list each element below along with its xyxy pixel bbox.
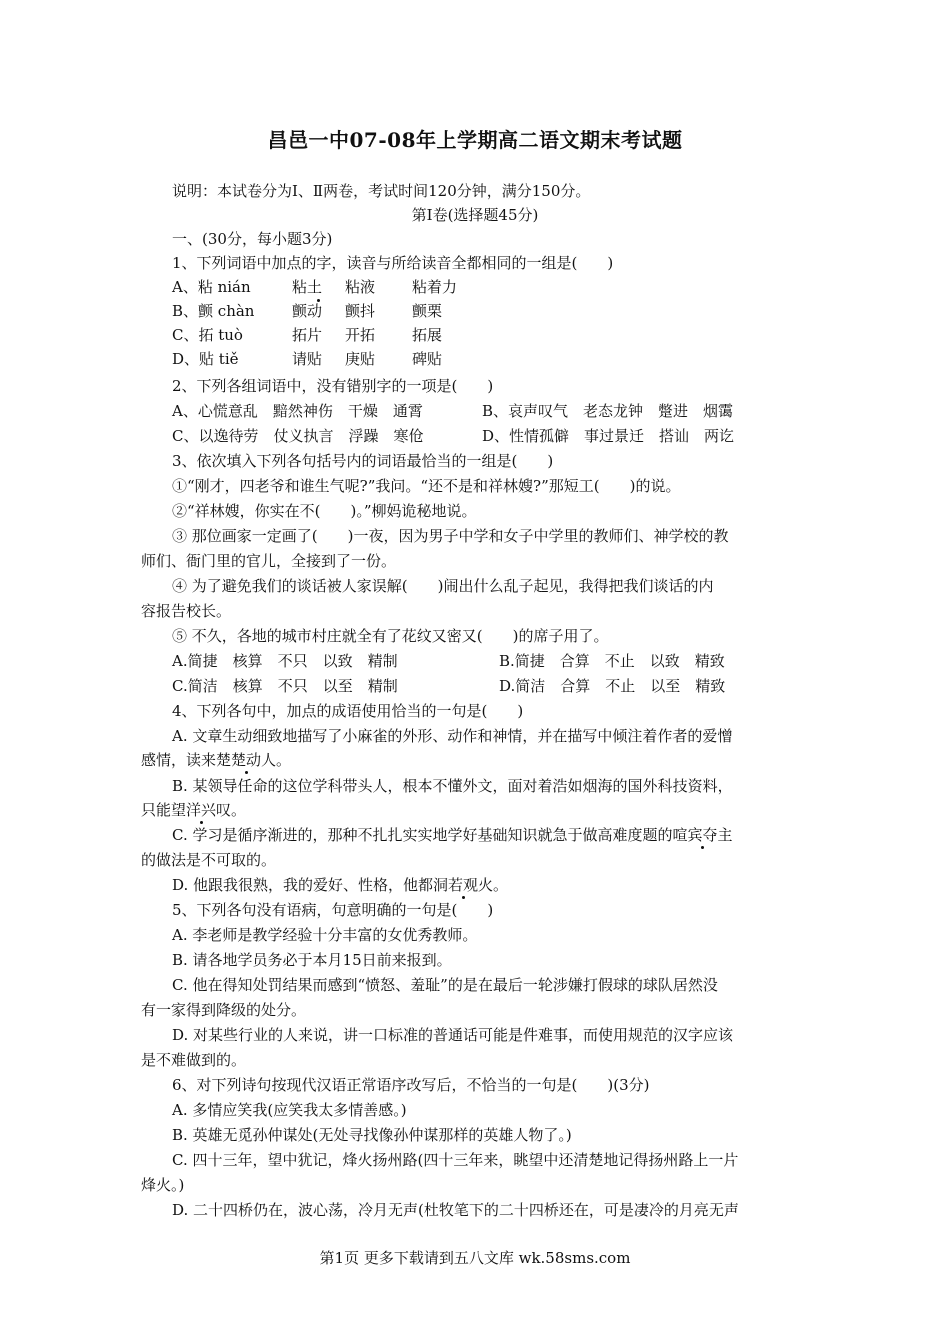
page-title: 昌邑一中07-08年上学期高二语文期末考试题 xyxy=(267,128,683,152)
part-heading: 第Ⅰ卷(选择题45分) xyxy=(411,206,539,224)
idiom: 喧宾夺主 xyxy=(672,826,733,844)
option-word: 庚贴 xyxy=(345,350,376,368)
q3-sentence-4: ④ 为了避免我们的谈话被人家误解( )闹出什么乱子起见，我得把我们谈话的内 xyxy=(172,577,714,595)
q3-sentence-3-cont: 师们、衙门里的官儿，全接到了一份。 xyxy=(141,552,397,570)
option-word: 粘液 xyxy=(345,278,376,296)
idiom: 望洋兴叹 xyxy=(171,801,232,819)
q3-option-c: C.简洁 核算 不只 以至 精制 xyxy=(172,677,398,695)
option-word: 请贴 xyxy=(292,350,323,368)
q2-option-a: A、心慌意乱 黯然神伤 干燥 通霄 xyxy=(172,402,423,420)
q3-option-d: D.简洁 合算 不止 以至 精致 xyxy=(499,677,726,695)
idiom: 楚楚动人 xyxy=(216,751,277,769)
q4-option-c-cont: 的做法是不可取的。 xyxy=(141,851,277,869)
q3-option-a: A.简捷 核算 不只 以致 精制 xyxy=(172,652,398,670)
option-label: D、贴 tiě xyxy=(172,350,239,368)
q6-option-d: D. 二十四桥仍在，波心荡，冷月无声(杜牧笔下的二十四桥还在，可是凄冷的月亮无声 xyxy=(172,1201,739,1219)
q4-option-d xyxy=(172,875,508,895)
q3-sentence-2: ②“祥林嫂，你实在不( )。”柳妈诡秘地说。 xyxy=(172,502,477,520)
q2-option-b: B、哀声叹气 老态龙钟 蹩进 烟霭 xyxy=(482,402,734,420)
text: D. 他跟我很熟，我的爱好、性格，他都 xyxy=(172,876,434,894)
q1-stem: 1、下列词语中加点的字，读音与所给读音全都相同的一组是( ) xyxy=(172,254,614,272)
text: 。 xyxy=(231,801,247,819)
exam-instructions: 说明：本试卷分为Ⅰ、Ⅱ两卷，考试时间120分钟，满分150分。 xyxy=(172,182,591,200)
q5-option-a: A. 李老师是教学经验十分丰富的女优秀教师。 xyxy=(172,926,478,944)
option-word: 粘着力 xyxy=(412,278,458,296)
q2-option-d: D、性情孤僻 事过景迁 搭讪 两讫 xyxy=(482,427,735,445)
q5-stem: 5、下列各句没有语病，句意明确的一句是( ) xyxy=(172,901,494,919)
q2-option-c: C、以逸待劳 仗义执言 浮躁 寒伧 xyxy=(172,427,424,445)
q3-sentence-4-cont: 容报告校长。 xyxy=(141,602,232,620)
q4-option-b: B. 某领导任命的这位学科带头人，根本不懂外文，面对着浩如烟海的国外科技资料， xyxy=(172,777,733,795)
section-heading: 一、(30分，每小题3分) xyxy=(172,230,333,248)
q5-option-c-cont: 有一家得到降级的处分。 xyxy=(141,1001,307,1019)
option-word: 拓片 xyxy=(292,326,323,344)
q4-option-a-cont xyxy=(141,750,291,770)
q1-option-d xyxy=(172,349,442,369)
q5-option-d-cont: 是不难做到的。 xyxy=(141,1051,247,1069)
option-label: A、粘 nián xyxy=(172,278,251,296)
q6-stem: 6、对下列诗句按现代汉语正常语序改写后，不恰当的一句是( )(3分) xyxy=(172,1076,650,1094)
q3-sentence-5: ⑤ 不久，各地的城市村庄就全有了花纹又密又( )的席子用了。 xyxy=(172,627,609,645)
option-label: C、拓 tuò xyxy=(172,326,243,344)
option-word: 粘土 xyxy=(292,277,345,297)
text: 。 xyxy=(493,876,509,894)
option-word: 拓展 xyxy=(412,326,443,344)
option-word: 碑贴 xyxy=(412,350,443,368)
q6-option-c: C. 四十三年，望中犹记，烽火扬州路(四十三年来，眺望中还清楚地记得扬州路上一片 xyxy=(172,1151,739,1169)
q6-option-b: B. 英雄无觅孙仲谋处(无处寻找像孙仲谋那样的英雄人物了。) xyxy=(172,1126,572,1144)
idiom: 洞若观火 xyxy=(433,876,494,894)
page-footer: 第1页 更多下载请到五八文库 wk.58sms.com xyxy=(319,1249,631,1267)
q5-option-d: D. 对某些行业的人来说，讲一口标准的普通话可能是件难事，而使用规范的汉字应该 xyxy=(172,1026,734,1044)
q3-stem: 3、依次填入下列各句括号内的词语最恰当的一组是( ) xyxy=(172,452,554,470)
option-word: 颤栗 xyxy=(412,302,443,320)
q1-option-c xyxy=(172,325,442,345)
q5-option-c: C. 他在得知处罚结果而感到“愤怒、羞耻”的是在最后一轮涉嫌打假球的球队居然没 xyxy=(172,976,718,994)
q4-stem: 4、下列各句中，加点的成语使用恰当的一句是( ) xyxy=(172,702,524,720)
q3-sentence-1: ①“刚才，四老爷和谁生气呢?”我问。“还不是和祥林嫂?”那短工( )的说。 xyxy=(172,477,681,495)
q4-option-a: A. 文章生动细致地描写了小麻雀的外形、动作和神情，并在描写中倾注着作者的爱憎 xyxy=(172,727,733,745)
q1-option-b xyxy=(172,301,442,321)
q4-option-b-cont xyxy=(141,800,246,820)
q3-option-b: B.简捷 合算 不止 以致 精致 xyxy=(499,652,725,670)
q6-option-a: A. 多情应笑我(应笑我太多情善感。) xyxy=(172,1101,407,1119)
text: 只能 xyxy=(141,801,172,819)
option-label: B、颤 chàn xyxy=(172,302,255,320)
text: C. 学习是循序渐进的，那种不扎扎实实地学好基础知识就急于做高难度题的 xyxy=(172,826,673,844)
q1-option-a xyxy=(172,277,457,297)
q4-option-c xyxy=(172,825,733,845)
q6-option-c-cont: 烽火。) xyxy=(141,1176,185,1194)
option-word: 开拓 xyxy=(345,326,376,344)
q5-option-b: B. 请各地学员务必于本月15日前来报到。 xyxy=(172,951,452,969)
text: 感情，读来 xyxy=(141,751,217,769)
option-word: 颤抖 xyxy=(345,302,376,320)
text: 。 xyxy=(276,751,292,769)
q3-sentence-3: ③ 那位画家一定画了( )一夜，因为男子中学和女子中学里的教师们、神学校的教 xyxy=(172,527,729,545)
q2-stem: 2、下列各组词语中，没有错别字的一项是( ) xyxy=(172,377,494,395)
option-word: 颤动 xyxy=(292,302,323,320)
